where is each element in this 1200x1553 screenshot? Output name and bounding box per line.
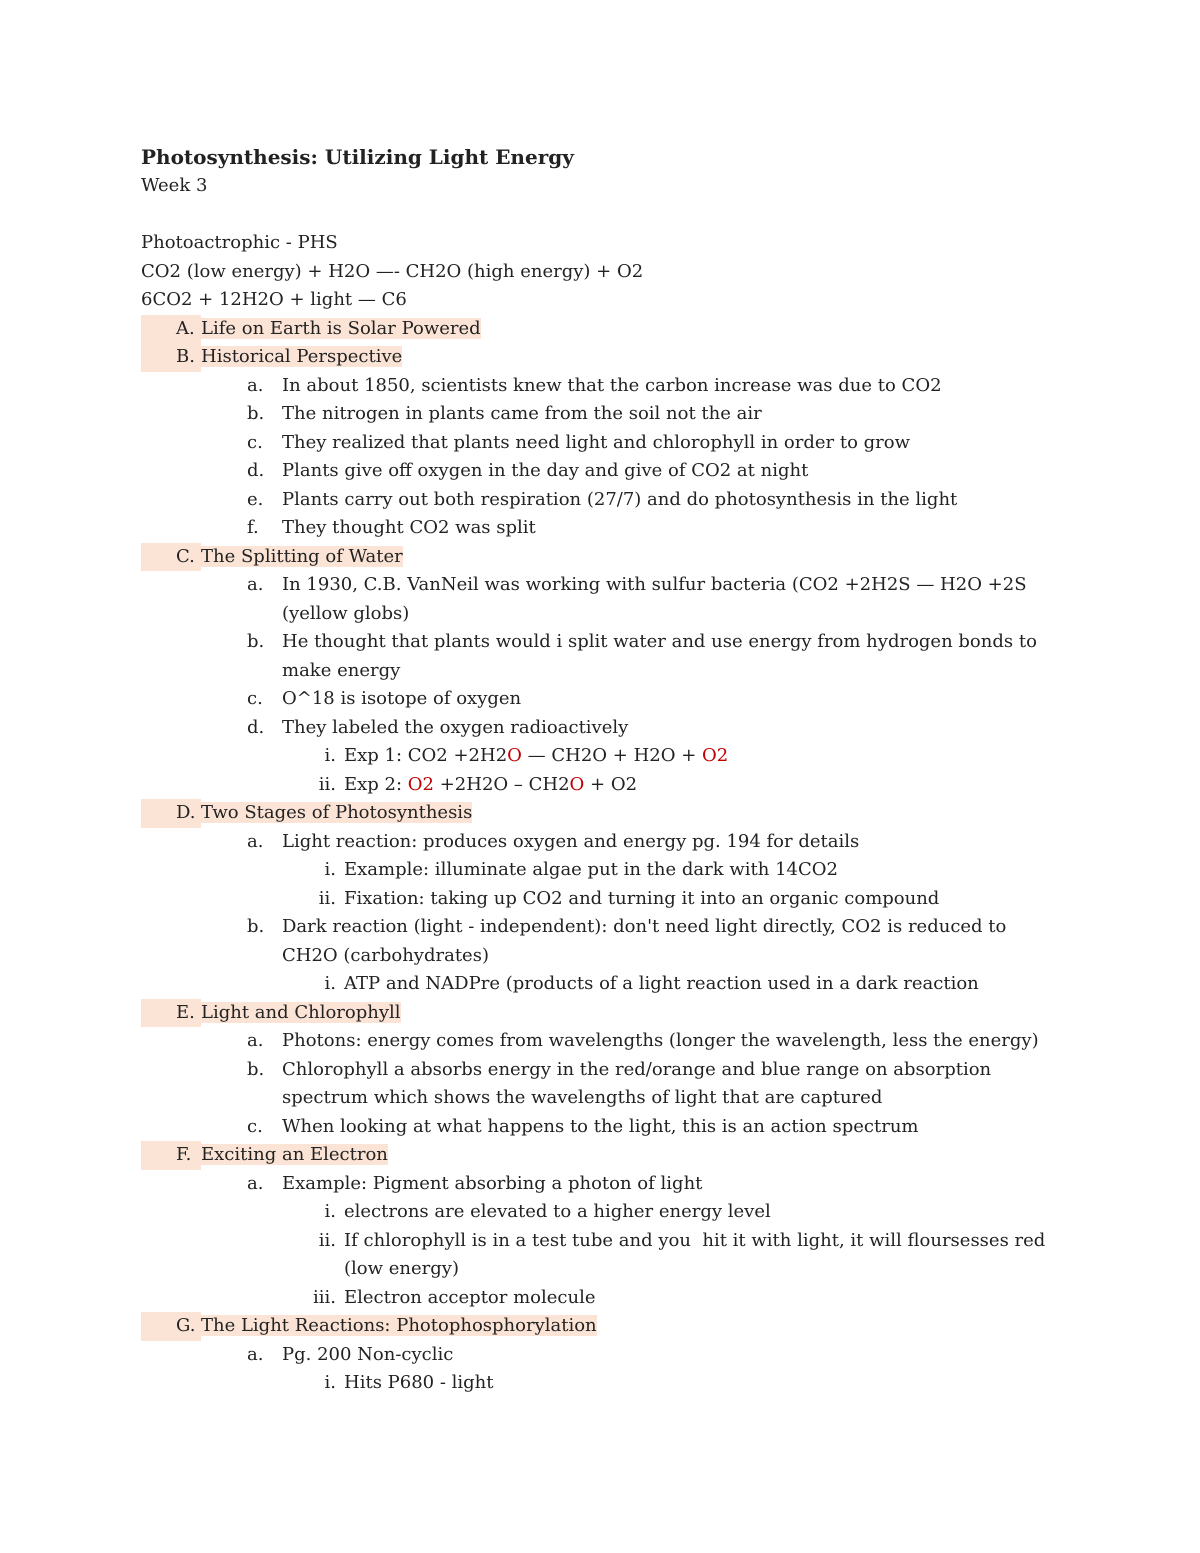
section-marker: E.	[141, 999, 201, 1028]
labeled-oxygen: O2	[407, 773, 434, 795]
item-text: In 1930, C.B. VanNeil was working with sulfur bacteria (CO2 +2H2S — H2O +2S (yellow globs)	[282, 574, 1033, 624]
item-text: O^18 is isotope of oxygen	[282, 688, 522, 709]
section-marker: B.	[141, 343, 201, 372]
item-text: Example: Pigment absorbing a photon of light	[282, 1172, 703, 1194]
item-marker: a.	[247, 1343, 264, 1365]
item-marker: a.	[247, 830, 264, 852]
item-text: Hits P680 - light	[344, 1372, 494, 1393]
labeled-oxygen: O	[569, 773, 585, 795]
section-title: Life on Earth is Solar Powered	[201, 317, 481, 339]
document-body	[141, 142, 1061, 1398]
item-marker: b.	[247, 403, 265, 424]
item-marker: c.	[247, 688, 263, 709]
section-heading	[141, 543, 1061, 572]
item-text: In about 1850, scientists knew that the carbon increase was due to CO2	[282, 374, 942, 396]
sub-item	[141, 1369, 1061, 1398]
item-marker: ii.	[318, 1229, 336, 1251]
list-item	[141, 486, 1061, 515]
item-text: ATP and NADPre (products of a light reaction used in a dark reaction	[344, 973, 979, 994]
item-text: Chlorophyll a absorbs energy in the red/orange and blue range on absorption spectrum which shows the wavelengths of light that are captured	[282, 1058, 997, 1108]
sub-item	[141, 885, 1061, 914]
sub-item	[141, 1198, 1061, 1227]
list-item	[141, 372, 1061, 401]
item-marker: i.	[324, 1201, 336, 1222]
sub-item	[141, 970, 1061, 999]
labeled-oxygen: O2	[702, 745, 729, 766]
intro-line: Photoactrophic - PHS	[141, 232, 338, 253]
list-item	[141, 1341, 1061, 1370]
document-title: Photosynthesis: Utilizing Light Energy	[141, 145, 574, 169]
item-text: Plants give off oxygen in the day and give of CO2 at night	[282, 460, 809, 481]
section-heading	[141, 315, 1061, 344]
list-item	[141, 429, 1061, 458]
labeled-oxygen: O	[507, 745, 522, 766]
list-item	[141, 1027, 1061, 1056]
list-item	[141, 714, 1061, 743]
section-heading	[141, 999, 1061, 1028]
item-text: They realized that plants need light and chlorophyll in order to grow	[282, 431, 911, 453]
intro-line: 6CO2 + 12H2O + light — C6	[141, 289, 407, 310]
list-item	[141, 1113, 1061, 1142]
item-marker: b.	[247, 916, 265, 937]
blank-line	[141, 201, 1061, 230]
sub-item	[141, 1227, 1061, 1284]
item-text: The nitrogen in plants came from the soil not the air	[282, 403, 762, 424]
section-marker: D.	[141, 799, 201, 828]
experiment-1	[141, 742, 1061, 771]
item-text: electrons are elevated to a higher energy level	[344, 1201, 771, 1222]
item-marker: d.	[247, 716, 265, 738]
item-text: Electron acceptor molecule	[344, 1286, 596, 1308]
section-marker: C.	[141, 543, 201, 572]
item-text: When looking at what happens to the light, this is an action spectrum	[282, 1115, 919, 1137]
item-marker: iii.	[313, 1286, 336, 1308]
item-text: They thought CO2 was split	[282, 517, 536, 538]
section-title: Light and Chlorophyll	[201, 1001, 401, 1023]
list-item	[141, 514, 1061, 543]
intro-line: CO2 (low energy) + H2O —- CH2O (high energy) + O2	[141, 260, 644, 282]
sub-item	[141, 856, 1061, 885]
item-marker: c.	[247, 431, 263, 453]
list-item	[141, 628, 1061, 685]
item-marker: a.	[247, 574, 264, 595]
section-heading	[141, 799, 1061, 828]
week-label: Week 3	[141, 175, 208, 196]
section-heading	[141, 1141, 1061, 1170]
section-marker: A.	[141, 315, 201, 344]
list-item	[141, 1056, 1061, 1113]
equation-part: + O2	[584, 773, 638, 795]
item-marker: b.	[247, 631, 265, 652]
equation-part: Exp 2:	[344, 773, 408, 795]
equation-part: Exp 1: CO2 +2H2	[344, 745, 508, 766]
item-text: They labeled the oxygen radioactively	[282, 716, 629, 738]
item-text: Fixation: taking up CO2 and turning it into an organic compound	[344, 887, 940, 909]
item-marker: d.	[247, 460, 265, 481]
item-marker: e.	[247, 488, 264, 510]
list-item	[141, 913, 1061, 970]
item-marker: i.	[324, 859, 336, 880]
item-text: Example: illuminate algae put in the dark with 14CO2	[344, 859, 838, 880]
section-title: The Splitting of Water	[201, 545, 403, 567]
section-marker: F.	[141, 1141, 201, 1170]
sub-item	[141, 1284, 1061, 1313]
item-text: Pg. 200 Non-cyclic	[282, 1343, 454, 1365]
section-title: Historical Perspective	[201, 346, 403, 367]
section-marker: G.	[141, 1312, 201, 1341]
item-marker: i.	[324, 1372, 336, 1393]
item-marker: a.	[247, 1030, 264, 1051]
item-marker: i.	[324, 973, 336, 994]
list-item	[141, 1170, 1061, 1199]
item-text: If chlorophyll is in a test tube and you hit it with light, it will floursesses red (low energy)	[344, 1229, 1052, 1279]
section-heading	[141, 1312, 1061, 1341]
section-heading	[141, 343, 1061, 372]
list-item	[141, 571, 1061, 628]
section-title: The Light Reactions: Photophosphorylation	[201, 1315, 597, 1336]
item-marker: i.	[324, 745, 336, 766]
item-text: Light reaction: produces oxygen and energy pg. 194 for details	[282, 830, 860, 852]
item-marker: c.	[247, 1115, 263, 1137]
item-text: Photons: energy comes from wavelengths (longer the wavelength, less the energy)	[282, 1030, 1039, 1051]
list-item	[141, 457, 1061, 486]
equation-part: — CH2O + H2O +	[521, 745, 703, 766]
equation-part: +2H2O – CH2	[434, 773, 570, 795]
item-text: Plants carry out both respiration (27/7) and do photosynthesis in the light	[282, 488, 958, 510]
item-marker: a.	[247, 374, 264, 396]
item-marker: b.	[247, 1058, 265, 1080]
item-marker: f.	[247, 517, 259, 538]
item-text: Dark reaction (light - independent): don't need light directly, CO2 is reduced to CH2O (carbohydrates)	[282, 916, 1013, 966]
list-item	[141, 685, 1061, 714]
item-marker: a.	[247, 1172, 264, 1194]
list-item	[141, 400, 1061, 429]
item-marker: ii.	[318, 887, 336, 909]
item-marker: ii.	[318, 773, 336, 795]
section-title: Two Stages of Photosynthesis	[201, 802, 473, 823]
list-item	[141, 828, 1061, 857]
section-title: Exciting an Electron	[201, 1144, 388, 1165]
experiment-2	[141, 771, 1061, 800]
item-text: He thought that plants would i split water and use energy from hydrogen bonds to make energy	[282, 631, 1043, 681]
